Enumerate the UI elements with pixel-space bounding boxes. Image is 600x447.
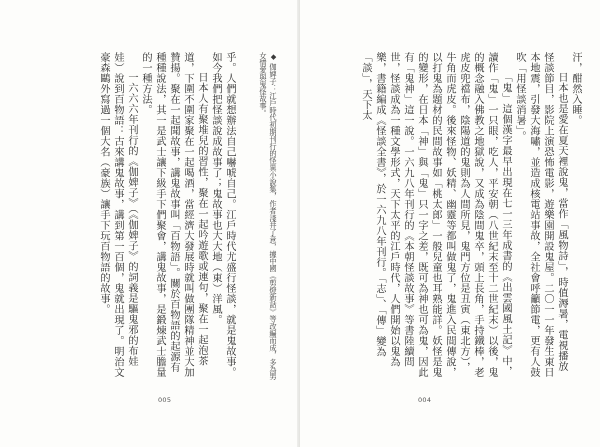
paragraph: 乎。人們就想辦法自己嚇唬自己。江戶時代尤盛行怪談，就是鬼故事。如今我們把怪談說成故事了；鬼故事也大大地（東）洋風。 — [210, 52, 235, 378]
paragraph: 日本人有聚堆兒的習性，聚在一起吟遊歌或連句，聚在一起泡茶道，下圍不圍家聚在一起喝酒，當經濟大發展時就叫做團隊精神並大加贊揚。聚在一起聞故事，講鬼故事叫「百物語」。關於百物語的起源有種種說法，其一是武士讓下級手下們聚會，講鬼故事，是鍛煉武士膽量的一種方法。 — [140, 52, 207, 378]
page-number-left: 005 — [158, 396, 172, 404]
footnote: ◆ 伽婢子：江戶時代初期刊行的怪異小說集，作者淺井了意，據中國《剪燈新話》等改編而成，多為男女情愛與鬼怪故事。 — [259, 52, 278, 381]
right-page-body — [352, 52, 582, 382]
paragraph: 日本也是愛在夏天裡說鬼，當作「風物詩」，時值溽暑，電視播放怪談節目，影院上演恐怖電影，遊樂園開設鬼屋。二〇一一年發生東日本地震，引發大海嘯，並造成核電站事故，全社會呼籲節電，更有人鼓吹「用怪談消暑」。 — [514, 52, 567, 378]
page-number-right: 004 — [418, 396, 432, 404]
paragraph: 汗，酣然入睡。 — [570, 52, 581, 126]
paragraph: 一六六六年刊行的《伽婢子》（《伽婢子》的詞義是驅鬼邪的布娃娃）說到百物語：古來講鬼故事，講到第一百個，鬼就出現了。明治文豪森鷗外寫過一個大名（豪族）讓手下玩百物語的故事。 — [98, 52, 137, 378]
paragraph: 「鬼」這個漢字最早出現在七一三年成書的《出雲國風土記》中，讀作「鬼」一只眼，吃人，平安朝（八世紀末至十二世紀末）以後，鬼的概念融入佛教之地獄說，又成為陰間鬼卒，頭上長角，手持鐵棒，老虎皮兜襠布，陰陽道的鬼則為人間所見，鬼門方位是丑寅（東北方），牛角而虎皮。後來怪物、妖精、幽靈等都叫做鬼了，鬼進入民間傳說，以打鬼為題材的民間故事如「桃太郎」一般兒童也耳熟能詳。妖怪是鬼的變形，在日本「神」與「鬼」只一字之差，既可為神也可為鬼，因此有「鬼神」這一說。一六九八年刊行的《本朝怪談故事》等書陸續問世，怪談成為一種文學形式，天下太平的江戶時代，人們開始以鬼為樂，書籍編成《怪談全書》，於一六九八年刊行。「志」、「傳」變為「談」，天下太 — [360, 52, 511, 378]
left-page-body — [46, 52, 236, 382]
right-page — [300, 0, 600, 447]
